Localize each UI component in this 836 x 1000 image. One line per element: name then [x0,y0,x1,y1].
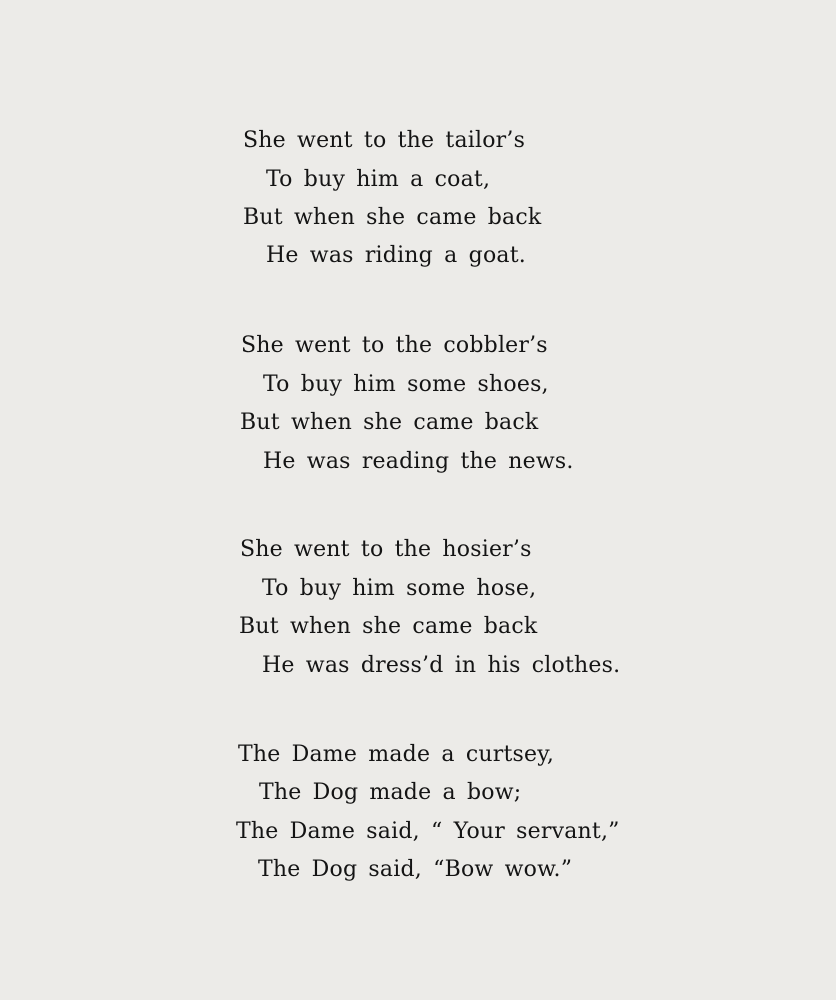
poem-line: But when she came back [239,614,538,639]
poem-line: To buy him some hose, [262,576,537,601]
poem-line: But when she came back [240,410,539,435]
poem-line: He was riding a goat. [266,243,526,268]
poem-line: To buy him a coat, [266,167,491,192]
poem-line: The Dame said, “ Your servant,” [236,819,620,844]
poem-line: She went to the cobbler’s [241,333,548,358]
poem-line: He was dress’d in his clothes. [262,653,621,678]
poem-line: But when she came back [243,205,542,230]
poem-line: He was reading the news. [263,449,574,474]
poem-line: The Dog made a bow; [259,780,522,805]
poem-line: The Dog said, “Bow wow.” [258,857,573,882]
poem-line: She went to the hosier’s [240,537,532,562]
poem-line: To buy him some shoes, [263,372,549,397]
poem-line: She went to the tailor’s [243,128,526,153]
poem-line: The Dame made a curtsey, [238,742,555,767]
